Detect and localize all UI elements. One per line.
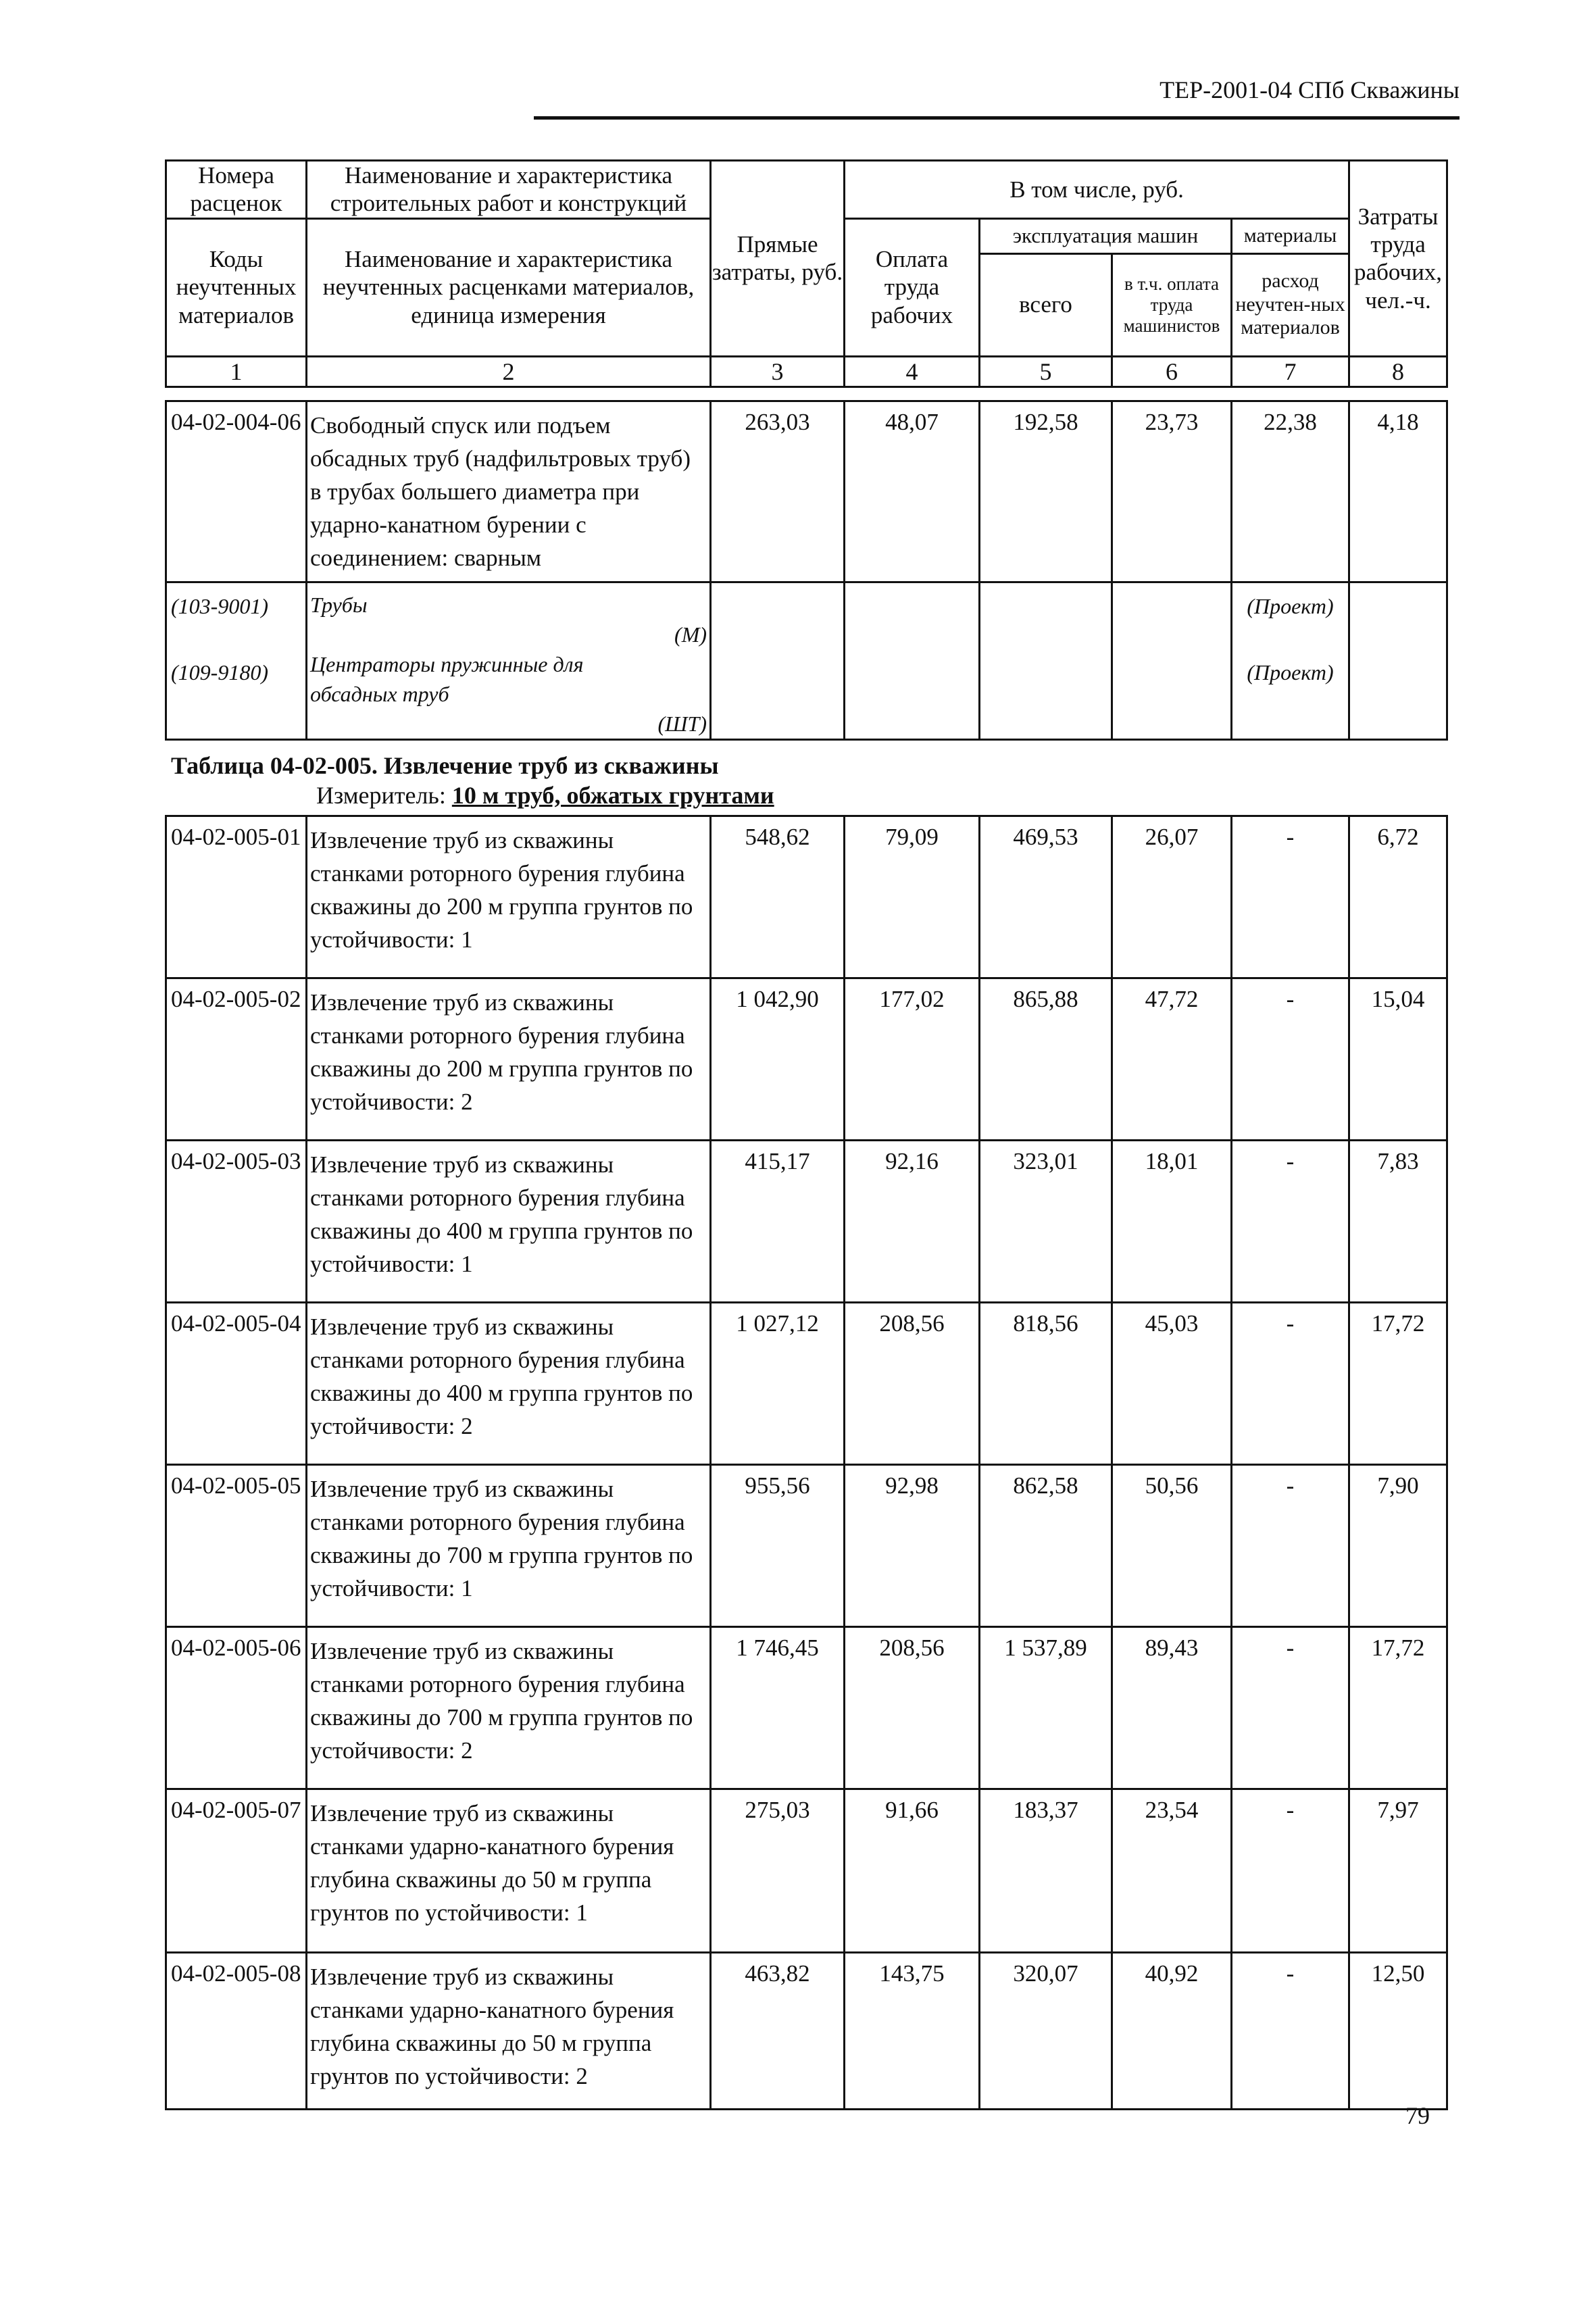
rate-code: 04-02-005-04 bbox=[166, 1303, 307, 1465]
labor-hours: 6,72 bbox=[1349, 816, 1447, 978]
labor-hours: 12,50 bbox=[1349, 1953, 1447, 2110]
col-number: 5 bbox=[980, 356, 1112, 387]
machines-total: 862,58 bbox=[980, 1465, 1112, 1627]
direct-costs: 548,62 bbox=[711, 816, 845, 978]
rates-table bbox=[165, 815, 1448, 2110]
header-rule bbox=[534, 116, 1460, 120]
workers-pay: 92,98 bbox=[845, 1465, 980, 1627]
workers-pay: 92,16 bbox=[845, 1141, 980, 1303]
material-name: Трубы bbox=[310, 593, 368, 617]
material-note: (Проект) bbox=[1247, 594, 1334, 618]
machines-total: 818,56 bbox=[980, 1303, 1112, 1465]
table-row bbox=[166, 1953, 1447, 2110]
page-number: 79 bbox=[1405, 2102, 1430, 2129]
machinists-pay: 50,56 bbox=[1112, 1465, 1232, 1627]
table-title: Таблица 04-02-005. Извлечение труб из скважины bbox=[171, 752, 719, 779]
rate-name: Свободный спуск или подъем обсадных труб (надфильтровых труб) в трубах большего диаметра при ударно-канатном бурении с соединением: сварным bbox=[307, 401, 711, 582]
col-codes-header: Номера расценок bbox=[166, 161, 307, 219]
machinists-pay: 23,54 bbox=[1112, 1789, 1232, 1953]
workers-pay: 177,02 bbox=[845, 978, 980, 1141]
direct-costs: 275,03 bbox=[711, 1789, 845, 1953]
column-header-table bbox=[165, 159, 1448, 388]
col-labor-header: Затраты труда рабочих, чел.-ч. bbox=[1349, 161, 1447, 357]
col-number: 2 bbox=[307, 356, 711, 387]
col-materials-header: материалы bbox=[1232, 218, 1349, 253]
measurement-value: 10 м труб, обжатых грунтами bbox=[451, 782, 774, 809]
rate-code: 04-02-005-08 bbox=[166, 1953, 307, 2110]
material-name: Центраторы пружинные для обсадных труб bbox=[310, 652, 584, 706]
col-number: 6 bbox=[1112, 356, 1232, 387]
materials: - bbox=[1232, 816, 1349, 978]
first-block-table bbox=[165, 400, 1448, 741]
table-row bbox=[166, 1627, 1447, 1789]
col-name-header: Наименование и характеристика строительных работ и конструкций bbox=[307, 161, 711, 219]
col-number: 4 bbox=[845, 356, 980, 387]
rate-name: Извлечение труб из скважины станками роторного бурения глубина скважины до 200 м группа грунтов по устойчивости: 1 bbox=[307, 816, 711, 978]
rate-code: 04-02-005-03 bbox=[166, 1141, 307, 1303]
machines-total: 1 537,89 bbox=[980, 1627, 1112, 1789]
workers-pay: 91,66 bbox=[845, 1789, 980, 1953]
direct-costs: 415,17 bbox=[711, 1141, 845, 1303]
col-unaccounted-materials-header: расход неучтен-ных материалов bbox=[1232, 253, 1349, 356]
col-number: 8 bbox=[1349, 356, 1447, 387]
col-machines-header: эксплуатация машин bbox=[980, 218, 1232, 253]
rate-name: Извлечение труб из скважины станками ударно-канатного бурения глубина скважины до 50 м группа грунтов по устойчивости: 1 bbox=[307, 1789, 711, 1953]
material-code: (109-9180) bbox=[171, 660, 268, 684]
direct-costs: 955,56 bbox=[711, 1465, 845, 1627]
machinists-pay: 40,92 bbox=[1112, 1953, 1232, 2110]
machines-total: 183,37 bbox=[980, 1789, 1112, 1953]
materials: 22,38 bbox=[1232, 401, 1349, 582]
machines-total: 469,53 bbox=[980, 816, 1112, 978]
materials: - bbox=[1232, 1627, 1349, 1789]
materials: - bbox=[1232, 1465, 1349, 1627]
col-machines-total-header: всего bbox=[980, 253, 1112, 356]
workers-pay: 79,09 bbox=[845, 816, 980, 978]
labor-hours: 7,97 bbox=[1349, 1789, 1447, 1953]
workers-pay: 208,56 bbox=[845, 1627, 980, 1789]
labor-hours: 17,72 bbox=[1349, 1627, 1447, 1789]
direct-costs: 263,03 bbox=[711, 401, 845, 582]
col-machinists-pay-header: в т.ч. оплата труда машинистов bbox=[1112, 253, 1232, 356]
col-number: 1 bbox=[166, 356, 307, 387]
labor-hours: 15,04 bbox=[1349, 978, 1447, 1141]
machinists-pay: 18,01 bbox=[1112, 1141, 1232, 1303]
rate-code: 04-02-005-07 bbox=[166, 1789, 307, 1953]
direct-costs: 463,82 bbox=[711, 1953, 845, 2110]
machines-total: 323,01 bbox=[980, 1141, 1112, 1303]
col-group-header: В том числе, руб. bbox=[845, 161, 1349, 219]
table-row bbox=[166, 816, 1447, 978]
material-code: (103-9001) bbox=[171, 594, 268, 618]
machines-total: 192,58 bbox=[980, 401, 1112, 582]
rate-name: Извлечение труб из скважины станками роторного бурения глубина скважины до 700 м группа грунтов по устойчивости: 2 bbox=[307, 1627, 711, 1789]
labor-hours: 7,90 bbox=[1349, 1465, 1447, 1627]
col-workers-pay-header: Оплата труда рабочих bbox=[845, 218, 980, 356]
materials: - bbox=[1232, 1303, 1349, 1465]
machines-total: 320,07 bbox=[980, 1953, 1112, 2110]
workers-pay: 208,56 bbox=[845, 1303, 980, 1465]
rate-code: 04-02-005-02 bbox=[166, 978, 307, 1141]
rate-name: Извлечение труб из скважины станками роторного бурения глубина скважины до 400 м группа грунтов по устойчивости: 1 bbox=[307, 1141, 711, 1303]
direct-costs: 1 746,45 bbox=[711, 1627, 845, 1789]
rate-name: Извлечение труб из скважины станками роторного бурения глубина скважины до 400 м группа грунтов по устойчивости: 2 bbox=[307, 1303, 711, 1465]
machinists-pay: 89,43 bbox=[1112, 1627, 1232, 1789]
rate-code: 04-02-004-06 bbox=[166, 401, 307, 582]
rate-name: Извлечение труб из скважины станками роторного бурения глубина скважины до 200 м группа грунтов по устойчивости: 2 bbox=[307, 978, 711, 1141]
col-codes-subheader: Коды неучтенных материалов bbox=[166, 218, 307, 356]
workers-pay: 48,07 bbox=[845, 401, 980, 582]
rate-code: 04-02-005-01 bbox=[166, 816, 307, 978]
rate-code: 04-02-005-05 bbox=[166, 1465, 307, 1627]
rate-code: 04-02-005-06 bbox=[166, 1627, 307, 1789]
col-number: 7 bbox=[1232, 356, 1349, 387]
col-name-subheader: Наименование и характеристика неучтенных расценками материалов, единица измерения bbox=[307, 218, 711, 356]
labor-hours: 17,72 bbox=[1349, 1303, 1447, 1465]
table-row bbox=[166, 1789, 1447, 1953]
material-unit: (М) bbox=[674, 622, 707, 647]
materials: - bbox=[1232, 1789, 1349, 1953]
direct-costs: 1 027,12 bbox=[711, 1303, 845, 1465]
machinists-pay: 23,73 bbox=[1112, 401, 1232, 582]
materials: - bbox=[1232, 1953, 1349, 2110]
rate-name: Извлечение труб из скважины станками ударно-канатного бурения глубина скважины до 50 м группа грунтов по устойчивости: 2 bbox=[307, 1953, 711, 2110]
col-direct-costs-header: Прямые затраты, руб. bbox=[711, 161, 845, 357]
workers-pay: 143,75 bbox=[845, 1953, 980, 2110]
materials: - bbox=[1232, 1141, 1349, 1303]
table-row bbox=[166, 1141, 1447, 1303]
labor-hours: 4,18 bbox=[1349, 401, 1447, 582]
measurement-unit bbox=[316, 781, 774, 810]
rate-name: Извлечение труб из скважины станками роторного бурения глубина скважины до 700 м группа грунтов по устойчивости: 1 bbox=[307, 1465, 711, 1627]
material-unit: (ШТ) bbox=[657, 712, 707, 736]
table-row bbox=[166, 1465, 1447, 1627]
machines-total: 865,88 bbox=[980, 978, 1112, 1141]
materials: - bbox=[1232, 978, 1349, 1141]
table-row bbox=[166, 1303, 1447, 1465]
labor-hours: 7,83 bbox=[1349, 1141, 1447, 1303]
measurement-label: Измеритель: bbox=[316, 782, 446, 809]
table-row bbox=[166, 978, 1447, 1141]
machinists-pay: 47,72 bbox=[1112, 978, 1232, 1141]
col-number: 3 bbox=[711, 356, 845, 387]
machinists-pay: 26,07 bbox=[1112, 816, 1232, 978]
direct-costs: 1 042,90 bbox=[711, 978, 845, 1141]
material-note: (Проект) bbox=[1247, 660, 1334, 684]
machinists-pay: 45,03 bbox=[1112, 1303, 1232, 1465]
running-header: ТЕР-2001-04 СПб Скважины bbox=[1159, 76, 1460, 103]
